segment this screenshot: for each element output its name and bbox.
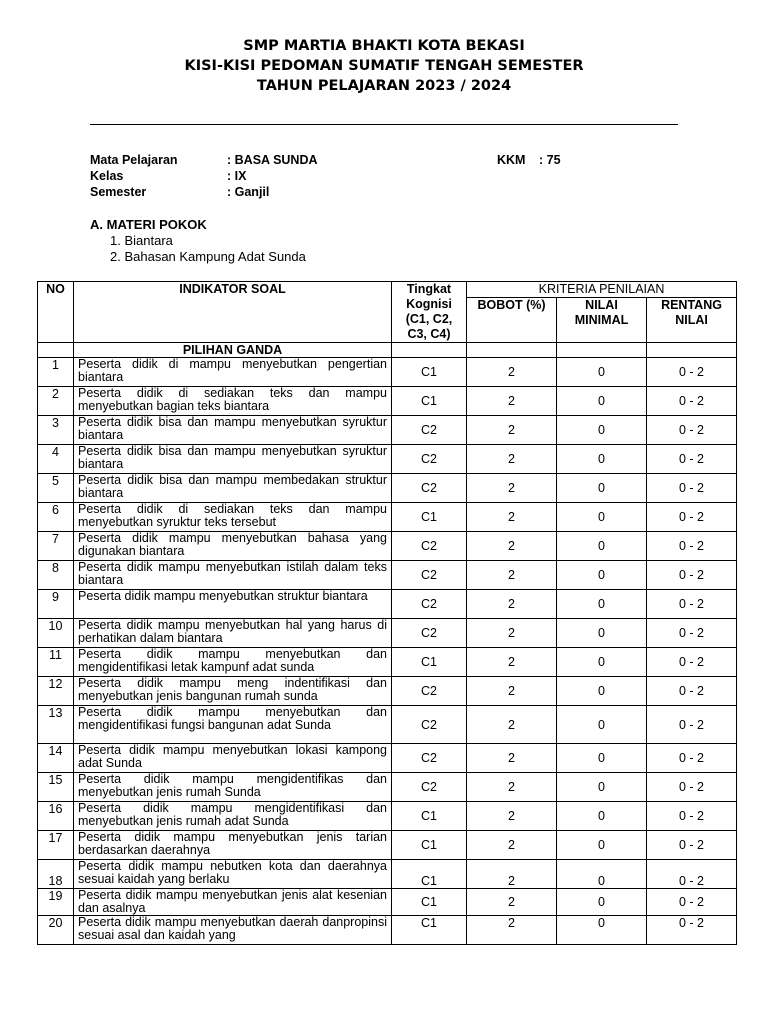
row-bobot: 2 [467,503,557,532]
row-bobot: 2 [467,802,557,831]
row-tingkat: C1 [392,916,467,945]
row-tingkat: C1 [392,831,467,860]
row-nilai-minimal: 0 [557,387,647,416]
materi-item: 2. Bahasan Kampung Adat Sunda [110,249,306,264]
row-nilai-minimal: 0 [557,532,647,561]
row-bobot: 2 [467,619,557,648]
class-label: Kelas [90,169,124,183]
row-indikator: Peserta didik mampu menyebutkan daerah danpropinsi sesuai asal dan kaidah yang [74,916,392,945]
row-nilai-minimal: 0 [557,744,647,773]
row-rentang: 0 - 2 [647,889,737,916]
row-indikator: Peserta didik mampu menyebutkan hal yang harus di perhatikan dalam biantara [74,619,392,648]
section-spacer [467,343,557,358]
row-tingkat: C2 [392,445,467,474]
row-bobot: 2 [467,773,557,802]
table-row [38,416,737,445]
row-number: 11 [38,648,74,677]
row-number: 7 [38,532,74,561]
row-tingkat: C2 [392,532,467,561]
row-rentang: 0 - 2 [647,358,737,387]
materi-heading: A. MATERI POKOK [90,217,207,232]
row-number: 13 [38,706,74,744]
materi-item: 1. Biantara [110,233,173,248]
row-tingkat: C1 [392,387,467,416]
col-indikator-header: INDIKATOR SOAL [74,282,392,343]
row-nilai-minimal: 0 [557,889,647,916]
row-indikator: Peserta didik bisa dan mampu menyebutkan syruktur biantara [74,445,392,474]
row-indikator: Peserta didik bisa dan mampu menyebutkan syruktur biantara [74,416,392,445]
row-bobot: 2 [467,648,557,677]
row-bobot: 2 [467,416,557,445]
row-nilai-minimal: 0 [557,561,647,590]
row-tingkat: C1 [392,503,467,532]
row-number: 16 [38,802,74,831]
table-row [38,387,737,416]
row-tingkat: C2 [392,773,467,802]
row-nilai-minimal: 0 [557,619,647,648]
row-number: 9 [38,590,74,619]
row-bobot: 2 [467,916,557,945]
row-rentang: 0 - 2 [647,590,737,619]
row-rentang: 0 - 2 [647,860,737,889]
row-tingkat: C2 [392,474,467,503]
table-row [38,677,737,706]
row-rentang: 0 - 2 [647,677,737,706]
table-row [38,503,737,532]
semester-label: Semester [90,185,147,199]
row-rentang: 0 - 2 [647,503,737,532]
table-row [38,474,737,503]
row-bobot: 2 [467,677,557,706]
row-bobot: 2 [467,860,557,889]
row-bobot: 2 [467,358,557,387]
row-bobot: 2 [467,706,557,744]
row-bobot: 2 [467,831,557,860]
row-tingkat: C1 [392,648,467,677]
row-number: 6 [38,503,74,532]
subject-value: : BASA SUNDA [227,153,318,167]
col-no-header: NO [38,282,74,343]
semester-value: : Ganjil [227,185,270,199]
section-spacer [392,343,467,358]
section-spacer [557,343,647,358]
col-kriteria-header: KRITERIA PENILAIAN [467,282,737,298]
row-indikator: Peserta didik mampu menyebutkan bahasa yang digunakan biantara [74,532,392,561]
row-indikator: Peserta didik mampu menyebutkan dan mengidentifikasi fungsi bangunan adat Sunda [74,706,392,744]
col-tingkat-header: Tingkat Kognisi (C1, C2, C3, C4) [392,282,467,343]
row-bobot: 2 [467,590,557,619]
row-rentang: 0 - 2 [647,706,737,744]
row-nilai-minimal: 0 [557,416,647,445]
row-number: 8 [38,561,74,590]
row-number: 17 [38,831,74,860]
row-nilai-minimal: 0 [557,860,647,889]
row-rentang: 0 - 2 [647,445,737,474]
row-number: 2 [38,387,74,416]
row-number: 15 [38,773,74,802]
row-bobot: 2 [467,744,557,773]
row-tingkat: C1 [392,358,467,387]
row-tingkat: C2 [392,561,467,590]
school-name: SMP MARTIA BHAKTI KOTA BEKASI [243,38,525,54]
row-number: 3 [38,416,74,445]
row-nilai-minimal: 0 [557,773,647,802]
row-bobot: 2 [467,474,557,503]
row-tingkat: C1 [392,889,467,916]
row-indikator: Peserta didik mampu meng indentifikasi dan menyebutkan jenis bangunan rumah sunda [74,677,392,706]
row-indikator: Peserta didik di mampu menyebutkan pengertian biantara [74,358,392,387]
row-nilai-minimal: 0 [557,590,647,619]
row-indikator: Peserta didik mampu mengidentifikasi dan menyebutkan jenis rumah adat Sunda [74,802,392,831]
row-number: 12 [38,677,74,706]
row-nilai-minimal: 0 [557,445,647,474]
row-rentang: 0 - 2 [647,474,737,503]
kkm-value: : 75 [539,153,561,167]
row-indikator: Peserta didik di sediakan teks dan mampu menyebutkan syruktur teks tersebut [74,503,392,532]
section-pilihan-ganda: PILIHAN GANDA [74,343,392,358]
indicator-table [37,281,737,945]
row-number: 14 [38,744,74,773]
row-tingkat: C2 [392,416,467,445]
table-row [38,706,737,744]
table-row [38,532,737,561]
section-spacer [647,343,737,358]
row-rentang: 0 - 2 [647,802,737,831]
row-nilai-minimal: 0 [557,648,647,677]
table-row [38,619,737,648]
col-bobot-header: BOBOT (%) [467,297,557,343]
row-tingkat: C2 [392,706,467,744]
row-tingkat: C2 [392,744,467,773]
class-value: : IX [227,169,247,183]
row-bobot: 2 [467,387,557,416]
table-row [38,358,737,387]
table-row [38,590,737,619]
document-title: KISI-KISI PEDOMAN SUMATIF TENGAH SEMESTER [184,58,584,74]
row-rentang: 0 - 2 [647,831,737,860]
row-indikator: Peserta didik mampu menyebutkan jenis alat kesenian dan asalnya [74,889,392,916]
table-row [38,648,737,677]
row-bobot: 2 [467,889,557,916]
row-indikator: Peserta didik mampu mengidentifikas dan menyebutkan jenis rumah Sunda [74,773,392,802]
row-number: 1 [38,358,74,387]
table-row [38,916,737,945]
row-indikator: Peserta didik bisa dan mampu membedakan struktur biantara [74,474,392,503]
table-row [38,802,737,831]
row-tingkat: C2 [392,590,467,619]
table-row [38,860,737,889]
row-rentang: 0 - 2 [647,561,737,590]
row-nilai-minimal: 0 [557,358,647,387]
row-rentang: 0 - 2 [647,387,737,416]
col-rentang-header: RENTANG NILAI [647,297,737,343]
row-indikator: Peserta didik mampu menyebutkan istilah dalam teks biantara [74,561,392,590]
row-bobot: 2 [467,561,557,590]
row-indikator: Peserta didik mampu nebutken kota dan daerahnya sesuai kaidah yang berlaku [74,860,392,889]
subject-label: Mata Pelajaran [90,153,178,167]
row-number: 10 [38,619,74,648]
row-rentang: 0 - 2 [647,744,737,773]
table-row [38,445,737,474]
section-spacer [38,343,74,358]
row-indikator: Peserta didik mampu menyebutkan dan mengidentifikasi letak kampunf adat sunda [74,648,392,677]
row-nilai-minimal: 0 [557,916,647,945]
row-number: 5 [38,474,74,503]
academic-year: TAHUN PELAJARAN 2023 / 2024 [256,78,512,94]
table-row [38,773,737,802]
row-nilai-minimal: 0 [557,706,647,744]
col-nilai-header: NILAI MINIMAL [557,297,647,343]
row-indikator: Peserta didik mampu menyebutkan lokasi kampong adat Sunda [74,744,392,773]
table-row [38,744,737,773]
row-rentang: 0 - 2 [647,416,737,445]
row-rentang: 0 - 2 [647,916,737,945]
row-number: 19 [38,889,74,916]
row-rentang: 0 - 2 [647,532,737,561]
row-nilai-minimal: 0 [557,474,647,503]
row-indikator: Peserta didik di sediakan teks dan mampu menyebutkan bagian teks biantara [74,387,392,416]
row-rentang: 0 - 2 [647,773,737,802]
table-row [38,889,737,916]
row-nilai-minimal: 0 [557,677,647,706]
row-bobot: 2 [467,445,557,474]
row-bobot: 2 [467,532,557,561]
row-rentang: 0 - 2 [647,619,737,648]
row-number: 18 [38,860,74,889]
row-indikator: Peserta didik mampu menyebutkan jenis tarian berdasarkan daerahnya [74,831,392,860]
row-tingkat: C1 [392,802,467,831]
kkm-label: KKM [497,153,526,167]
row-nilai-minimal: 0 [557,802,647,831]
row-nilai-minimal: 0 [557,831,647,860]
row-number: 4 [38,445,74,474]
row-tingkat: C2 [392,619,467,648]
row-number: 20 [38,916,74,945]
header-divider [90,124,678,125]
row-rentang: 0 - 2 [647,648,737,677]
table-row [38,561,737,590]
row-tingkat: C2 [392,677,467,706]
row-nilai-minimal: 0 [557,503,647,532]
row-tingkat: C1 [392,860,467,889]
row-indikator: Peserta didik mampu menyebutkan struktur biantara [74,590,392,619]
table-row [38,831,737,860]
